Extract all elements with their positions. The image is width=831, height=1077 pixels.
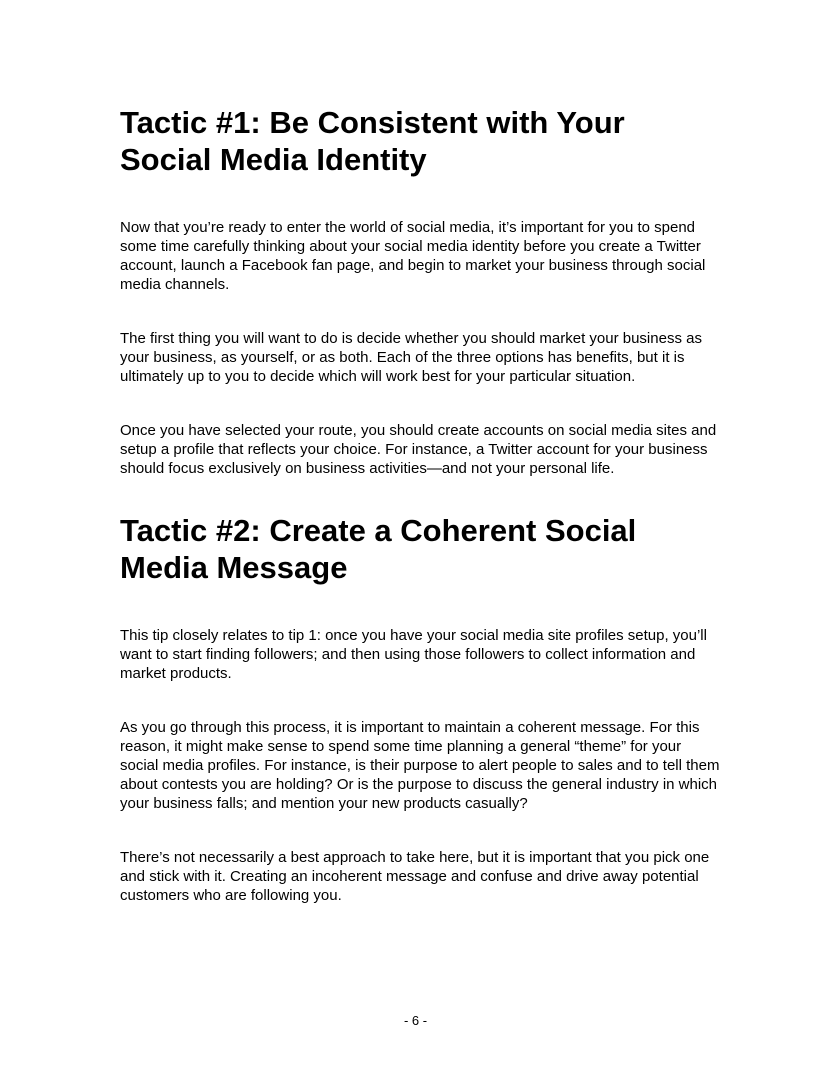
paragraph: The first thing you will want to do is decide whether you should market your business as your business, as yourself, or as both. Each of the three options has benefits, but it is ultimately up to you to decide which will work best for your particular situation. xyxy=(120,330,702,385)
paragraph: As you go through this process, it is important to maintain a coherent message. For this reason, it might make sense to spend some time planning a general “theme” for your social media profiles. For instance, is their purpose to alert people to sales and to tell them about contests you are holding? Or is the purpose to discuss the general industry in which your business falls; and mention your new products casually? xyxy=(120,719,720,812)
page-number: - 6 - xyxy=(403,1013,428,1028)
paragraph: Now that you’re ready to enter the world of social media, it’s important for you to spend some time carefully thinking about your social media identity before you create a Twitter account, launch a Facebook fan page, and begin to market your business through social media channels. xyxy=(120,219,706,293)
page-content xyxy=(120,104,720,905)
paragraph: Once you have selected your route, you should create accounts on social media sites and setup a profile that reflects your choice. For instance, a Twitter account for your business should focus exclusively on business activities—and not your personal life. xyxy=(120,422,717,477)
section-heading-tactic-1: Tactic #1: Be Consistent with Your Social Media Identity xyxy=(120,105,625,177)
paragraph: There’s not necessarily a best approach to take here, but it is important that you pick one and stick with it. Creating an incoherent message and confuse and drive away potential customers who are following you. xyxy=(120,849,710,904)
section-heading-tactic-2: Tactic #2: Create a Coherent Social Media Message xyxy=(120,513,637,585)
paragraph: This tip closely relates to tip 1: once you have your social media site profiles setup, you’ll want to start finding followers; and then using those followers to collect information and market products. xyxy=(120,627,707,682)
